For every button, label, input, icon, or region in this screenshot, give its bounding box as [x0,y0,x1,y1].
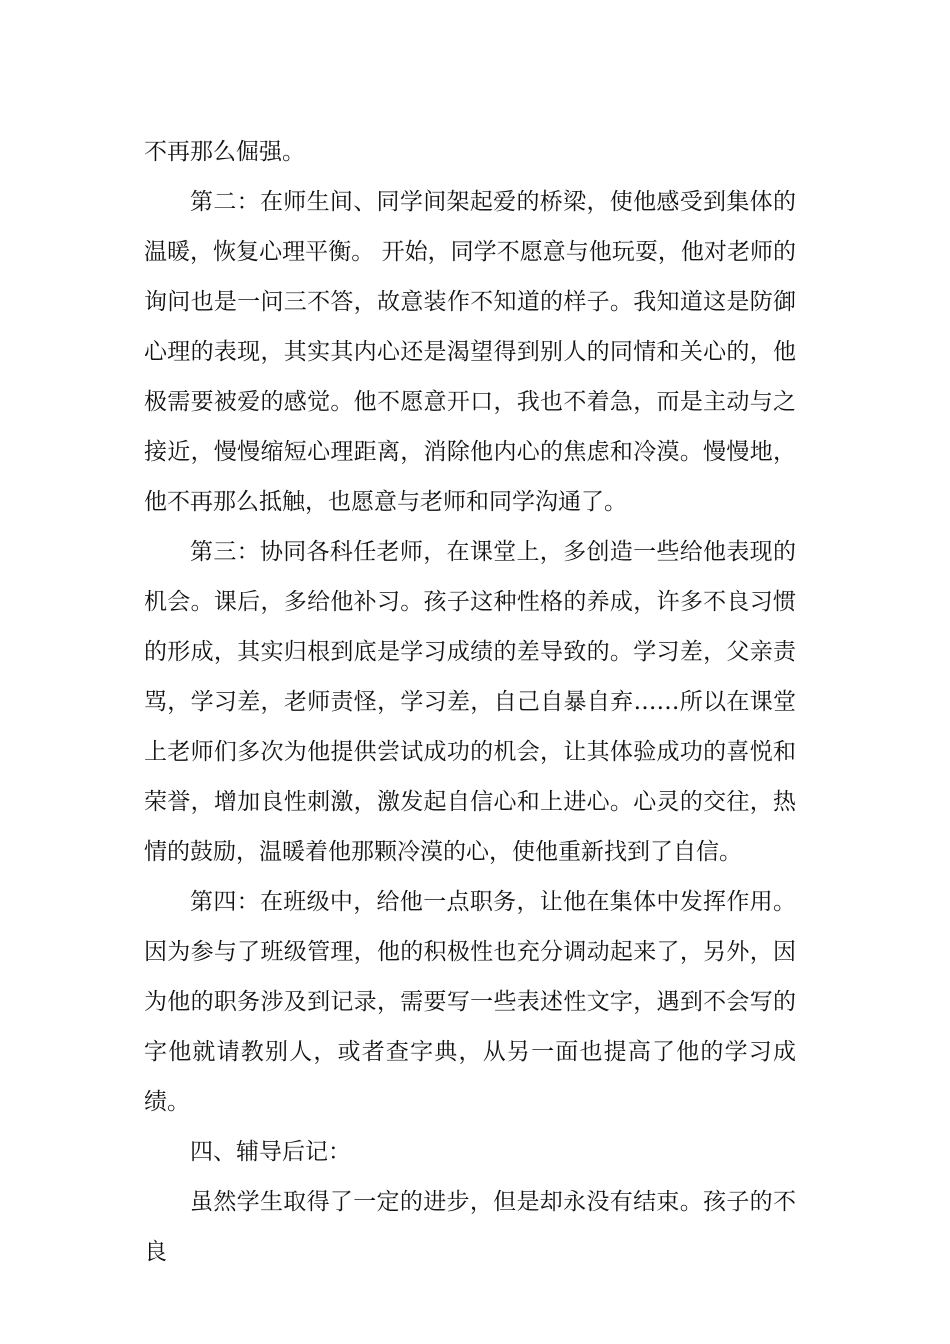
section-heading-afterword: 四、辅导后记： [190,1139,351,1165]
paragraph-second-point: 第二：在师生间、同学间架起爱的桥梁，使他感受到集体的温暖，恢复心理平衡。 开始，同学不愿意与他玩耍，他对老师的询问也是一问三不答，故意装作不知道的样子。我知道这是防御心理的表现，其实其内心还是渴望得到别人的同情和关心的，他极需要被爱的感觉。他不愿意开口，我也不着急，而是主动与之接近，慢慢缩短心理距离，消除他内心的焦虑和冷漠。慢慢地，他不再那么抵触，也愿意与老师和同学沟通了。 [144,189,796,515]
paragraph-continued: 不再那么倔强。 [144,139,305,165]
paragraph-fourth-point: 第四：在班级中，给他一点职务，让他在集体中发挥作用。因为参与了班级管理，他的积极性也充分调动起来了，另外，因为他的职务涉及到记录，需要写一些表述性文字，遇到不会写的字他就请教别人，或者查字典，从另一面也提高了他的学习成绩。 [144,889,796,1115]
document-body [144,127,796,1277]
paragraph-third-point: 第三：协同各科任老师，在课堂上，多创造一些给他表现的机会。课后，多给他补习。孩子这种性格的养成，许多不良习惯的形成，其实归根到底是学习成绩的差导致的。学习差，父亲责骂，学习差，老师责怪，学习差，自己自暴自弃……所以在课堂上老师们多次为他提供尝试成功的机会，让其体验成功的喜悦和荣誉，增加良性刺激，激发起自信心和上进心。心灵的交往，热情的鼓励，温暖着他那颗冷漠的心，使他重新找到了自信。 [144,539,796,865]
paragraph-afterword: 虽然学生取得了一定的进步，但是却永没有结束。孩子的不良 [144,1189,796,1265]
